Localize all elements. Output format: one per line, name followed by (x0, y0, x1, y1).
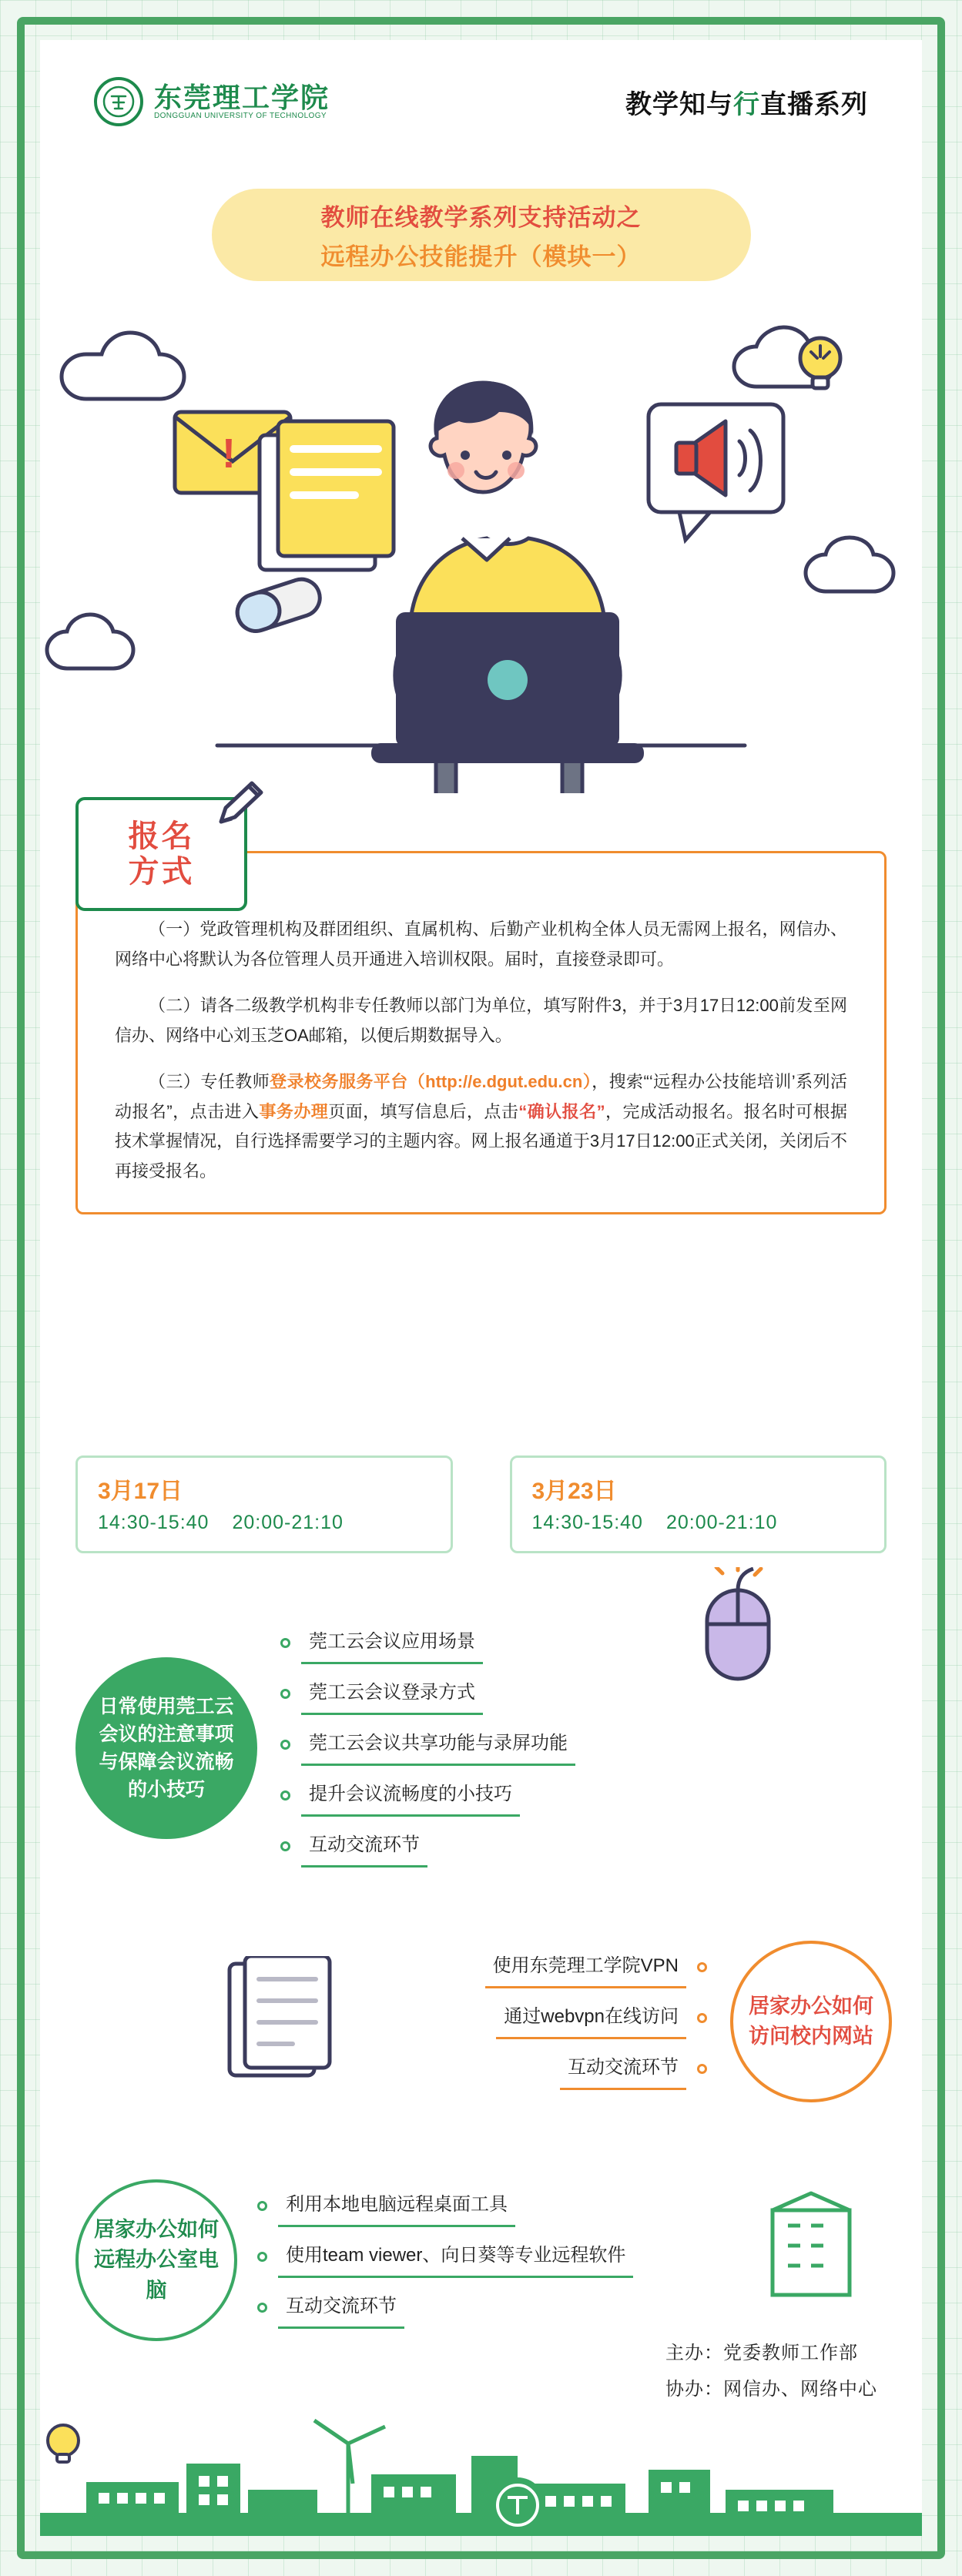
svg-text:!: ! (222, 430, 236, 477)
p3-emphasis-affairs: 事务办理 (259, 1101, 329, 1121)
schedule-time-slot: 14:30-15:40 (531, 1512, 643, 1533)
list-item (485, 1945, 707, 1988)
list-item (280, 1672, 575, 1715)
poster-header (40, 40, 922, 163)
registration-paragraph-1: （一）党政管理机构及群团组织、直属机构、后勤产业机构全体人员无需网上报名，网信办、网络中心将默认为各位管理人员开通进入培训权限。届时，直接登录即可。 (115, 920, 847, 969)
footer-skyline (40, 2390, 922, 2536)
bullet-dot-icon (697, 1962, 707, 1972)
topic-group-1 (75, 1621, 892, 1875)
topic-group-3 (75, 2179, 892, 2341)
p3-text-b: ，搜索“‘远程办公技能培训’系列活动报名”，点击进入 (115, 1072, 847, 1121)
bullet-dot-icon (257, 2201, 267, 2211)
schedule-date: 3月17日 (98, 1479, 183, 1504)
series-title-highlight: 行 (733, 89, 760, 119)
list-item (280, 1723, 575, 1766)
schedule-card (75, 1455, 453, 1553)
topic-group-2 (75, 1941, 892, 2102)
topic-group-2-bubble: 居家办公如何访问校内网站 (730, 1941, 892, 2102)
mouse-icon (692, 1567, 784, 1683)
university-name-cn: 东莞理工学院 (154, 81, 330, 113)
list-item (257, 2286, 633, 2329)
bullet-dot-icon (280, 1841, 290, 1851)
building-icon (761, 2187, 861, 2303)
list-item (257, 2184, 633, 2227)
bullet-dot-icon (697, 2064, 707, 2074)
bullet-dot-icon (280, 1740, 290, 1750)
list-item (280, 1621, 575, 1664)
topic-item-label: 莞工云会议登录方式 (301, 1672, 483, 1715)
registration-tag-line2: 方式 (128, 855, 195, 889)
topic-group-2-items (485, 1945, 707, 2098)
series-title-part1: 教学知与 (625, 89, 733, 119)
topic-item-label: 互动交流环节 (278, 2286, 404, 2329)
topic-item-label: 使用东莞理工学院VPN (485, 1945, 686, 1988)
university-emblem-icon (94, 77, 143, 126)
topic-item-label: 通过webvpn在线访问 (496, 1996, 686, 2039)
bullet-dot-icon (280, 1638, 290, 1648)
registration-paragraph-2: （二）请各二级教学机构非专任教师以部门为单位，填写附件3，并于3月17日12:00前发至网信办、网络中心刘玉芝OA邮箱，以便后期数据导入。 (115, 996, 847, 1045)
topic-item-label: 利用本地电脑远程桌面工具 (278, 2184, 515, 2227)
p3-text-a: （三）专任教师 (149, 1072, 270, 1091)
topic-item-label: 互动交流环节 (301, 1824, 427, 1868)
registration-platform-link[interactable]: 登录校务服务平台（http://e.dgut.edu.cn） (270, 1072, 592, 1091)
list-item (280, 1774, 575, 1817)
series-title (625, 83, 868, 121)
organizer-coorganizer: 协办：网信办、网络中心 (665, 2379, 877, 2400)
pencil-icon (206, 777, 266, 837)
schedule-times (98, 1512, 431, 1534)
banner-line1: 教师在线教学系列支持活动之 (320, 204, 642, 231)
bullet-dot-icon (697, 2013, 707, 2023)
banner-line2: 远程办公技能提升（模块一） (320, 243, 642, 270)
list-item (485, 2047, 707, 2090)
topic-item-label: 莞工云会议应用场景 (301, 1621, 483, 1664)
bullet-dot-icon (257, 2252, 267, 2262)
topic-group-1-bubble: 日常使用莞工云会议的注意事项与保障会议流畅的小技巧 (75, 1657, 257, 1839)
list-item (485, 1996, 707, 2039)
registration-method-tag (75, 797, 247, 911)
event-banner (212, 189, 751, 281)
topic-item-label: 莞工云会议共享功能与录屏功能 (301, 1723, 575, 1766)
schedule-card (510, 1455, 887, 1553)
topic-group-3-bubble: 居家办公如何远程办公室电脑 (75, 2179, 237, 2341)
schedule-time-slot: 20:00-21:10 (232, 1512, 344, 1533)
schedule-time-slot: 14:30-15:40 (98, 1512, 209, 1533)
bullet-dot-icon (280, 1689, 290, 1699)
schedule-time-slot: 20:00-21:10 (665, 1512, 778, 1533)
university-name-en: DONGGUAN UNIVERSITY OF TECHNOLOGY (154, 112, 327, 121)
organizer-host: 主办：党委教师工作部 (665, 2343, 858, 2363)
schedule-times (532, 1512, 865, 1534)
p3-emphasis-confirm: “确认报名” (518, 1101, 605, 1121)
schedule-cards (75, 1455, 887, 1553)
topic-item-label: 提升会议流畅度的小技巧 (301, 1774, 520, 1817)
document-icon (222, 1956, 337, 2087)
list-item (257, 2235, 633, 2278)
schedule-date: 3月23日 (531, 1479, 617, 1504)
list-item (280, 1824, 575, 1868)
topic-group-3-items (257, 2184, 633, 2336)
registration-paragraph-3 (115, 1067, 847, 1186)
registration-tag-line1: 报名 (128, 819, 195, 853)
topic-group-1-items (280, 1621, 575, 1875)
series-title-part2: 直播系列 (760, 89, 868, 119)
hero-illustration (40, 300, 922, 793)
p3-text-c: 页面，填写信息后，点击 (328, 1101, 519, 1121)
bullet-dot-icon (257, 2303, 267, 2313)
topic-item-label: 互动交流环节 (560, 2047, 686, 2090)
topic-item-label: 使用team viewer、向日葵等专业远程软件 (278, 2235, 633, 2278)
p3-text-d: ，完成活动报名。报名时可根据技术掌握情况，自行选择需要学习的主题内容。网上报名通道于3月17日12:00正式关闭，关闭后不再接受报名。 (115, 1101, 847, 1181)
university-logo (94, 77, 330, 126)
bullet-dot-icon (280, 1790, 290, 1801)
